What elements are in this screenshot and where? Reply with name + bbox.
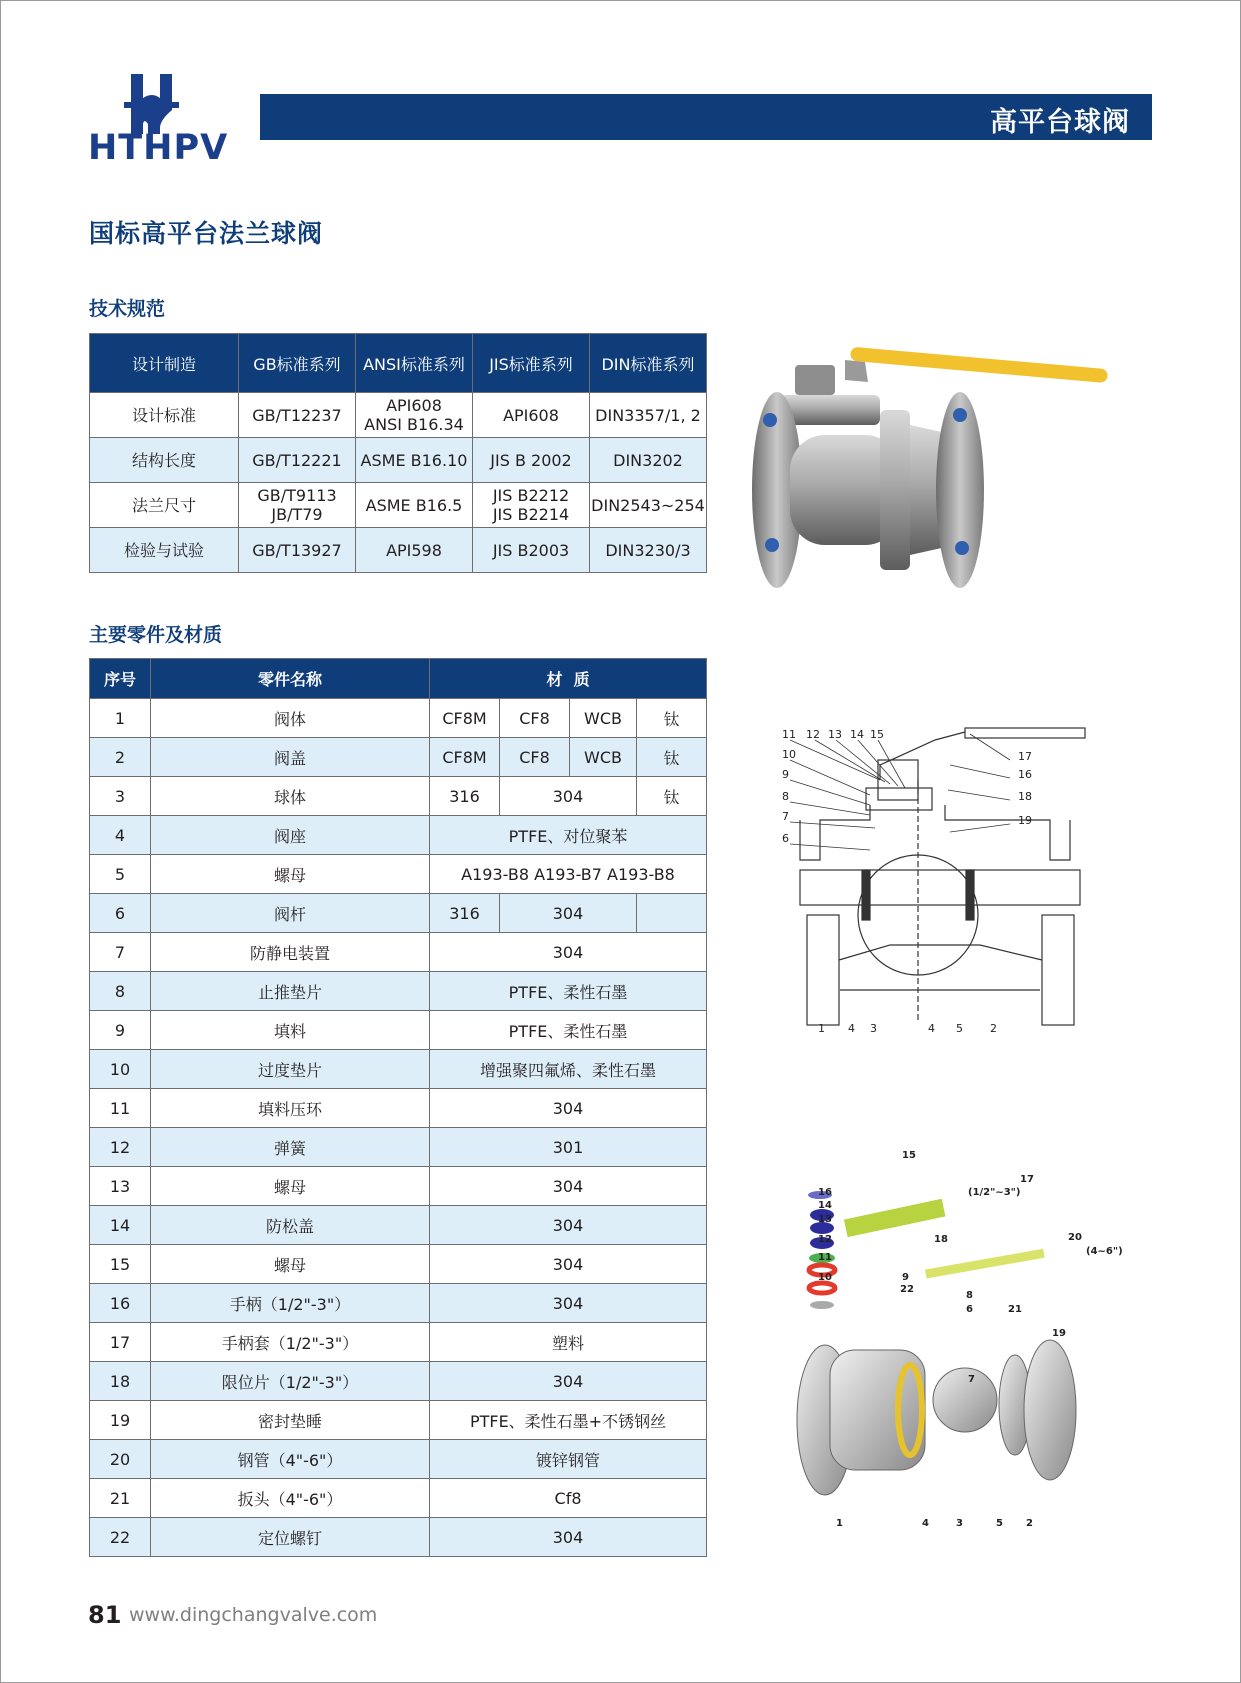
callout-label: 12 (806, 728, 820, 741)
part-material: 304 (500, 894, 637, 933)
part-material: PTFE、对位聚苯 (430, 816, 707, 855)
part-name: 填料 (151, 1011, 430, 1050)
parts-row (90, 1518, 707, 1557)
parts-header-no: 序号 (90, 659, 151, 699)
parts-header-name: 零件名称 (151, 659, 430, 699)
callout-label: 3 (870, 1022, 877, 1035)
part-name: 防静电装置 (151, 933, 430, 972)
page-number: 81 (88, 1601, 122, 1629)
part-name: 定位螺钉 (151, 1518, 430, 1557)
part-name: 阀座 (151, 816, 430, 855)
callout-label: 5 (956, 1022, 963, 1035)
part-material: Cf8 (430, 1479, 707, 1518)
part-number: 15 (90, 1245, 151, 1284)
brand-logo-text: HTHPV (88, 128, 229, 168)
callout-label: 22 (900, 1284, 914, 1295)
callout-label: 8 (966, 1290, 973, 1301)
callout-label: 10 (818, 1272, 832, 1283)
part-material: 304 (430, 933, 707, 972)
part-name: 扳头（4"-6"） (151, 1479, 430, 1518)
callout-label: 11 (782, 728, 796, 741)
spec-cell: DIN3357/1, 2 (590, 393, 707, 438)
spec-heading: 技术规范 (89, 298, 166, 320)
callout-label: 12 (818, 1234, 832, 1245)
parts-row (90, 816, 707, 855)
part-number: 3 (90, 777, 151, 816)
callout-label: 2 (1026, 1518, 1033, 1529)
parts-row (90, 1245, 707, 1284)
callout-label: 9 (782, 768, 789, 781)
callout-label: 14 (850, 728, 864, 741)
part-material: 304 (430, 1206, 707, 1245)
callout-label: 10 (782, 748, 796, 761)
callout-label: 13 (818, 1214, 832, 1225)
part-number: 18 (90, 1362, 151, 1401)
spec-cell: GB/T9113 JB/T79 (239, 483, 356, 528)
spec-cell: DIN3230/3 (590, 528, 707, 573)
parts-row (90, 1323, 707, 1362)
spec-cell: API608 (473, 393, 590, 438)
part-number: 14 (90, 1206, 151, 1245)
callout-label: 21 (1008, 1304, 1022, 1315)
part-name: 钢管（4"-6"） (151, 1440, 430, 1479)
part-number: 4 (90, 816, 151, 855)
part-material: 304 (430, 1089, 707, 1128)
parts-row (90, 1479, 707, 1518)
part-material: CF8M (430, 699, 500, 738)
callout-label: 17 (1020, 1174, 1034, 1185)
callout-label: 1 (836, 1518, 843, 1529)
part-material: A193-B8 A193-B7 A193-B8 (430, 855, 707, 894)
part-number: 17 (90, 1323, 151, 1362)
callout-label: 20 (1068, 1232, 1082, 1243)
spec-cell: API598 (356, 528, 473, 573)
callout-label: 19 (1018, 814, 1032, 827)
part-number: 12 (90, 1128, 151, 1167)
callout-label: (4~6") (1086, 1246, 1123, 1257)
parts-header-material: 材 质 (430, 659, 707, 699)
part-number: 16 (90, 1284, 151, 1323)
spec-header-cell: DIN标准系列 (590, 334, 707, 393)
part-number: 7 (90, 933, 151, 972)
part-material: 301 (430, 1128, 707, 1167)
part-number: 22 (90, 1518, 151, 1557)
part-name: 密封垫睡 (151, 1401, 430, 1440)
part-material: PTFE、柔性石墨 (430, 1011, 707, 1050)
callout-label: 7 (968, 1374, 975, 1385)
callout-label: 7 (782, 810, 789, 823)
part-material: 钛 (637, 738, 707, 777)
part-name: 手柄套（1/2"-3"） (151, 1323, 430, 1362)
callout-label: 4 (922, 1518, 929, 1529)
callout-label: 15 (902, 1150, 916, 1161)
part-material: 钛 (637, 699, 707, 738)
callout-label: 16 (818, 1187, 832, 1198)
spec-header-row (90, 334, 707, 393)
spec-cell: 法兰尺寸 (90, 483, 239, 528)
parts-row (90, 699, 707, 738)
part-number: 6 (90, 894, 151, 933)
part-number: 10 (90, 1050, 151, 1089)
spec-header-cell: ANSI标准系列 (356, 334, 473, 393)
parts-table (89, 658, 707, 1557)
parts-row (90, 1284, 707, 1323)
page-title: 国标高平台法兰球阀 (89, 219, 324, 248)
callout-label: 5 (996, 1518, 1003, 1529)
callout-label: 3 (956, 1518, 963, 1529)
parts-row (90, 1167, 707, 1206)
spec-cell: 设计标准 (90, 393, 239, 438)
spec-row (90, 438, 707, 483)
part-number: 5 (90, 855, 151, 894)
parts-row (90, 1050, 707, 1089)
part-material: 304 (500, 777, 637, 816)
part-name: 填料压环 (151, 1089, 430, 1128)
part-material: 304 (430, 1518, 707, 1557)
part-name: 螺母 (151, 1167, 430, 1206)
part-material: PTFE、柔性石墨 (430, 972, 707, 1011)
part-material: 304 (430, 1245, 707, 1284)
part-name: 手柄（1/2"-3"） (151, 1284, 430, 1323)
callout-label: 17 (1018, 750, 1032, 763)
parts-row (90, 1089, 707, 1128)
part-name: 防松盖 (151, 1206, 430, 1245)
callout-label: 18 (934, 1234, 948, 1245)
spec-cell: JIS B2003 (473, 528, 590, 573)
callout-label: 4 (928, 1022, 935, 1035)
part-material: WCB (570, 699, 637, 738)
parts-heading: 主要零件及材质 (89, 624, 223, 646)
part-number: 9 (90, 1011, 151, 1050)
spec-cell: 结构长度 (90, 438, 239, 483)
spec-cell: GB/T12237 (239, 393, 356, 438)
part-name: 止推垫片 (151, 972, 430, 1011)
callout-label: 9 (902, 1272, 909, 1283)
spec-cell: API608 ANSI B16.34 (356, 393, 473, 438)
spec-header-cell: GB标准系列 (239, 334, 356, 393)
spec-header-cell: JIS标准系列 (473, 334, 590, 393)
parts-row (90, 1362, 707, 1401)
ball-valve-photo (750, 340, 1150, 600)
header-bar (260, 94, 1152, 140)
part-number: 20 (90, 1440, 151, 1479)
spec-cell: DIN2543~254 (590, 483, 707, 528)
part-material: 304 (430, 1362, 707, 1401)
part-name: 球体 (151, 777, 430, 816)
part-material: CF8 (500, 738, 570, 777)
callout-label: 14 (818, 1200, 832, 1211)
callout-label: 6 (782, 832, 789, 845)
part-material: 304 (430, 1284, 707, 1323)
spec-header-cell: 设计制造 (90, 334, 239, 393)
spec-table (89, 333, 707, 573)
part-material: 304 (430, 1167, 707, 1206)
part-material: CF8 (500, 699, 570, 738)
parts-row (90, 894, 707, 933)
section-drawing (770, 720, 1150, 1040)
callout-label: 13 (828, 728, 842, 741)
part-number: 8 (90, 972, 151, 1011)
spec-cell: GB/T13927 (239, 528, 356, 573)
parts-row (90, 777, 707, 816)
part-number: 13 (90, 1167, 151, 1206)
callout-label: 11 (818, 1252, 832, 1263)
footer-url: www.dingchangvalve.com (129, 1604, 378, 1626)
parts-row (90, 1128, 707, 1167)
part-name: 阀体 (151, 699, 430, 738)
parts-row (90, 1206, 707, 1245)
callout-label: 1 (818, 1022, 825, 1035)
spec-cell: 检验与试验 (90, 528, 239, 573)
callout-label: 4 (848, 1022, 855, 1035)
spec-cell: ASME B16.10 (356, 438, 473, 483)
part-material: 316 (430, 777, 500, 816)
part-material: 钛 (637, 777, 707, 816)
parts-row (90, 738, 707, 777)
part-name: 弹簧 (151, 1128, 430, 1167)
part-material: 镀锌钢管 (430, 1440, 707, 1479)
callout-label: 19 (1052, 1328, 1066, 1339)
callout-label: 6 (966, 1304, 973, 1315)
part-material: WCB (570, 738, 637, 777)
spec-row (90, 483, 707, 528)
part-number: 19 (90, 1401, 151, 1440)
part-material: CF8M (430, 738, 500, 777)
spec-row (90, 528, 707, 573)
spec-cell: DIN3202 (590, 438, 707, 483)
part-name: 过度垫片 (151, 1050, 430, 1089)
part-name: 限位片（1/2"-3"） (151, 1362, 430, 1401)
callout-label: 18 (1018, 790, 1032, 803)
parts-row (90, 1401, 707, 1440)
spec-cell: ASME B16.5 (356, 483, 473, 528)
callout-label: 15 (870, 728, 884, 741)
spec-cell: JIS B2212 JIS B2214 (473, 483, 590, 528)
part-number: 1 (90, 699, 151, 738)
spec-row (90, 393, 707, 438)
part-material: PTFE、柔性石墨+不锈钢丝 (430, 1401, 707, 1440)
part-name: 阀盖 (151, 738, 430, 777)
part-number: 21 (90, 1479, 151, 1518)
header-title: 高平台球阀 (990, 107, 1130, 138)
callout-label: 2 (990, 1022, 997, 1035)
parts-row (90, 855, 707, 894)
parts-row (90, 1440, 707, 1479)
part-name: 阀杆 (151, 894, 430, 933)
part-name: 螺母 (151, 1245, 430, 1284)
spec-cell: GB/T12221 (239, 438, 356, 483)
part-number: 2 (90, 738, 151, 777)
part-material: 塑料 (430, 1323, 707, 1362)
part-name: 螺母 (151, 855, 430, 894)
callout-label: (1/2"~3") (968, 1187, 1021, 1198)
part-material: 增强聚四氟烯、柔性石墨 (430, 1050, 707, 1089)
parts-header-row (90, 659, 707, 699)
parts-row (90, 972, 707, 1011)
part-number: 11 (90, 1089, 151, 1128)
part-material: 316 (430, 894, 500, 933)
spec-cell: JIS B 2002 (473, 438, 590, 483)
callout-label: 16 (1018, 768, 1032, 781)
parts-row (90, 933, 707, 972)
exploded-view-drawing (790, 1150, 1140, 1530)
callout-label: 8 (782, 790, 789, 803)
parts-row (90, 1011, 707, 1050)
part-material (637, 894, 707, 933)
